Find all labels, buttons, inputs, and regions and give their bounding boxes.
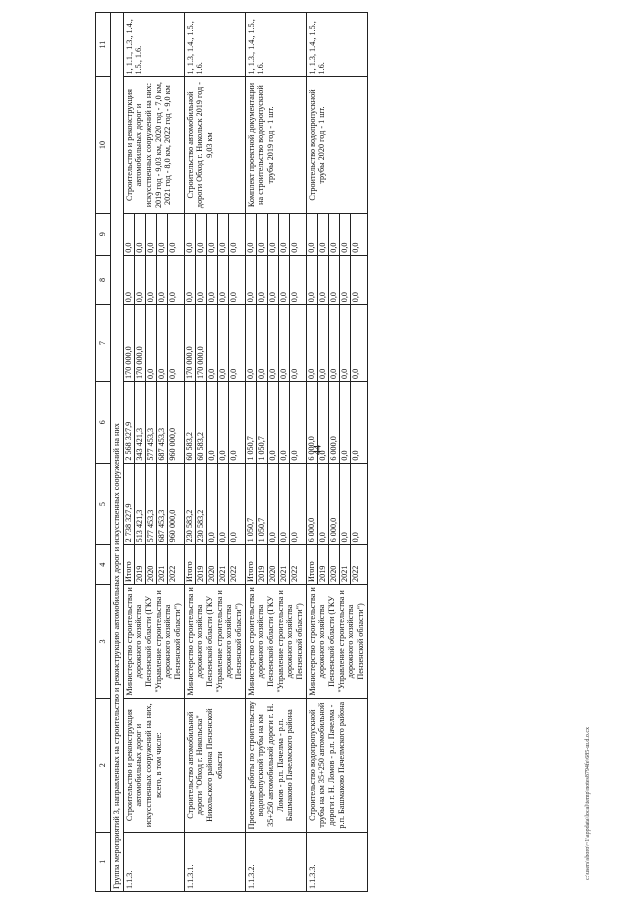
year-value: 2022: [350, 565, 360, 582]
federal-budget-value: 0,0: [218, 305, 229, 381]
regional-budget: [245, 381, 306, 463]
local-budget-value: 0,0: [124, 256, 135, 305]
total-funding-value: 0,0: [279, 464, 290, 545]
local-budget-value: 0,0: [157, 256, 168, 305]
header-row: [96, 13, 111, 892]
regional-budget: [306, 381, 367, 463]
local-budget: [184, 255, 245, 305]
federal-budget-value: 0,0: [307, 305, 318, 381]
regional-budget-value: 577 453,3: [146, 382, 157, 463]
local-budget-value: 0,0: [146, 256, 157, 305]
total-funding-value: 0,0: [228, 532, 238, 543]
year-value: Итого: [185, 545, 196, 584]
other-sources-value: 0,0: [257, 214, 268, 255]
regional-budget-value: 6 000,0: [329, 382, 340, 463]
other-sources-value: 0,0: [268, 214, 279, 255]
regional-budget-value: 0,0: [228, 450, 238, 461]
column-header-7: 7: [96, 305, 111, 382]
local-budget: [306, 255, 367, 305]
local-budget-value: 0,0: [340, 256, 351, 305]
group-title-row: [111, 13, 124, 892]
federal-budget-value: 0,0: [228, 368, 238, 379]
federal-budget-value: 0,0: [257, 305, 268, 381]
year-value: 2019: [135, 545, 146, 584]
regional-budget-value: 0,0: [268, 382, 279, 463]
expected-result: Строительство автомобильной дороги Обход г. Никольск 2019 год - 9,03 км: [184, 77, 245, 213]
regional-budget-value: 0,0: [340, 382, 351, 463]
other-sources-value: 0,0: [329, 214, 340, 255]
regional-budget-value: 6 000,0: [307, 382, 318, 463]
table-row: [184, 13, 245, 892]
other-sources-value: 0,0: [350, 242, 360, 253]
other-sources-value: 0,0: [146, 214, 157, 255]
local-budget-value: 0,0: [350, 291, 360, 303]
local-budget-value: 0,0: [268, 256, 279, 305]
year-value: 2022: [167, 565, 177, 582]
other-sources-value: 0,0: [124, 214, 135, 255]
row-number: 1.1.3.1.: [184, 832, 245, 891]
federal-budget: [184, 305, 245, 382]
expected-result: Строительство и реконструкция автомобильных дорог и искусственных сооружений на них: 2019 год - 9,03 км, 2020 год - 7,0 км, 2021 год - 8,0 км, 2022 год - 9,0 км: [123, 77, 184, 213]
total-funding-value: 6 000,0: [329, 464, 340, 545]
year-value: Итого: [307, 545, 318, 584]
other-sources-value: 0,0: [228, 242, 238, 253]
year-value: 2021: [340, 545, 351, 584]
total-funding: [123, 463, 184, 545]
year-value: 2020: [207, 545, 218, 584]
column-header-1: 1: [96, 832, 111, 891]
column-header-5: 5: [96, 463, 111, 545]
column-header-6: 6: [96, 381, 111, 463]
regional-budget-value: 0,0: [350, 450, 360, 461]
other-sources-value: 0,0: [318, 214, 329, 255]
federal-budget-value: 0,0: [246, 305, 257, 381]
local-budget-value: 0,0: [279, 256, 290, 305]
other-sources: [184, 213, 245, 255]
federal-budget-value: 170 000,0: [135, 305, 146, 381]
total-funding-value: 513 421,3: [135, 464, 146, 545]
regional-budget-value: 60 583,2: [185, 382, 196, 463]
federal-budget-value: 0,0: [146, 305, 157, 381]
column-header-10: 10: [96, 77, 111, 213]
year-value: 2019: [318, 545, 329, 584]
table-row: [245, 13, 306, 892]
local-budget-value: 0,0: [318, 256, 329, 305]
local-budget-value: 0,0: [207, 256, 218, 305]
year-value: Итого: [246, 545, 257, 584]
regional-budget-value: 343 421,3: [135, 382, 146, 463]
federal-budget-value: 0,0: [340, 305, 351, 381]
program-activities-table: [95, 12, 368, 892]
regional-budget-value: 0,0: [207, 382, 218, 463]
regional-budget-value: 0,0: [279, 382, 290, 463]
federal-budget-value: 0,0: [289, 368, 299, 379]
row-number: 1.1.3.2.: [245, 832, 306, 891]
year-value: 2020: [329, 545, 340, 584]
other-sources-value: 0,0: [135, 214, 146, 255]
activity-name: Строительство водопропускной трубы на км 35+250 автомобильной дороги г. Н. Ломов - р.п. Пачелма - р.п. Башмаково Пачелмского района: [306, 698, 367, 832]
federal-budget-value: 0,0: [268, 305, 279, 381]
page-number: 44: [312, 445, 324, 455]
federal-budget-value: 0,0: [157, 305, 168, 381]
local-budget-value: 0,0: [228, 291, 238, 303]
total-funding-value: 0,0: [318, 464, 329, 545]
local-budget-value: 0,0: [196, 256, 207, 305]
row-number: 1.1.3.3.: [306, 832, 367, 891]
expected-result: Строительство водопропускной трубы 2020 год - 1 шт.: [306, 77, 367, 213]
regional-budget-value: 1 050,7: [257, 382, 268, 463]
year-value: 2021: [218, 545, 229, 584]
regional-budget-value: 2 568 327,9: [124, 382, 135, 463]
total-funding-value: 0,0: [289, 532, 299, 543]
column-header-4: 4: [96, 545, 111, 585]
table-row: [123, 13, 184, 892]
federal-budget: [306, 305, 367, 382]
other-sources-value: 0,0: [218, 214, 229, 255]
other-sources-value: 0,0: [246, 214, 257, 255]
total-funding-value: 1 050,7: [257, 464, 268, 545]
local-budget-value: 0,0: [257, 256, 268, 305]
total-funding: [306, 463, 367, 545]
year-value: 2021: [279, 545, 290, 584]
column-header-9: 9: [96, 213, 111, 255]
indicator-numbers: 1, 1.1., 1.3., 1.4., 1.5., 1.6.: [123, 13, 184, 77]
year-value: 2020: [268, 545, 279, 584]
column-header-8: 8: [96, 255, 111, 305]
federal-budget-value: 0,0: [279, 305, 290, 381]
federal-budget-value: 0,0: [318, 305, 329, 381]
year: [245, 545, 306, 585]
total-funding-value: 577 453,3: [146, 464, 157, 545]
column-header-11: 11: [96, 13, 111, 77]
local-budget-value: 0,0: [218, 256, 229, 305]
column-header-2: 2: [96, 698, 111, 832]
year-value: Итого: [124, 545, 135, 584]
local-budget-value: 0,0: [329, 256, 340, 305]
indicator-numbers: 1, 1.3, 1.4., 1.5., 1.6.: [306, 13, 367, 77]
expected-result: Комплект проектной документации на строительство водопропускной трубы 2019 год - 1 шт.: [245, 77, 306, 213]
federal-budget: [123, 305, 184, 382]
federal-budget-value: 0,0: [329, 305, 340, 381]
federal-budget-value: 170 000,0: [185, 305, 196, 381]
total-funding-value: 0,0: [207, 464, 218, 545]
federal-budget-value: 0,0: [350, 368, 360, 379]
document-table-rotated: [95, 12, 368, 892]
activity-name: Строительство и реконструкция автомобильных дорог и искусственных сооружений на них, всего, в том числе:: [123, 698, 184, 832]
year: [184, 545, 245, 585]
local-budget: [245, 255, 306, 305]
regional-budget: [184, 381, 245, 463]
other-sources-value: 0,0: [289, 242, 299, 253]
indicator-numbers: 1, 1.3., 1.4., 1.5., 1.6.: [245, 13, 306, 77]
local-budget-value: 0,0: [289, 291, 299, 303]
year-value: 2021: [157, 545, 168, 584]
year-value: 2019: [257, 545, 268, 584]
year-value: 2020: [146, 545, 157, 584]
year: [306, 545, 367, 585]
year-value: 2022: [228, 565, 238, 582]
group-title: Группа мероприятий 3, направленных на строительство и реконструкцию автомобильных дорог и искусственных сооружений на них: [111, 13, 124, 892]
column-header-3: 3: [96, 584, 111, 698]
federal-budget-value: 170 000,0: [124, 305, 135, 381]
row-number: 1.1.3.: [123, 832, 184, 891]
total-funding: [245, 463, 306, 545]
other-sources: [245, 213, 306, 255]
federal-budget: [245, 305, 306, 382]
regional-budget-value: 687 453,3: [157, 382, 168, 463]
local-budget-value: 0,0: [135, 256, 146, 305]
total-funding-value: 687 453,3: [157, 464, 168, 545]
local-budget-value: 0,0: [185, 256, 196, 305]
activity-name: Проектные работы по строительству водопропускной трубы на км 35+250 автомобильной дороги г. Н. Ломов - р.п. Пачелма - р.п. Башмаково Пачелмского района: [245, 698, 306, 832]
other-sources: [306, 213, 367, 255]
regional-budget-value: 960 000,0: [167, 427, 177, 461]
federal-budget-value: 0,0: [207, 305, 218, 381]
local-budget-value: 0,0: [246, 256, 257, 305]
total-funding-value: 2 738 327,9: [124, 464, 135, 545]
year: [123, 545, 184, 585]
total-funding-value: 230 583,2: [196, 464, 207, 545]
responsible-executor: Министерство строительства и дорожного хозяйства Пензенской области (ГКУ "Управление строительства и дорожного хозяйства Пензенской области"): [306, 584, 367, 698]
footer-file-path: c:\users\sboro\~1\appdata\local\temp\notes8794fe\685-ш.d.o.cx: [585, 727, 591, 880]
total-funding-value: 0,0: [268, 464, 279, 545]
other-sources: [123, 213, 184, 255]
table-row: [306, 13, 367, 892]
total-funding-value: 6 000,0: [307, 464, 318, 545]
year-value: 2022: [289, 565, 299, 582]
other-sources-value: 0,0: [167, 242, 177, 253]
federal-budget-value: 170 000,0: [196, 305, 207, 381]
total-funding-value: 230 583,2: [185, 464, 196, 545]
total-funding-value: 0,0: [340, 464, 351, 545]
responsible-executor: Министерство строительства и дорожного хозяйства Пензенской области (ГКУ "Управление строительства и дорожного хозяйства Пензенской области"): [245, 584, 306, 698]
local-budget-value: 0,0: [307, 256, 318, 305]
total-funding: [184, 463, 245, 545]
other-sources-value: 0,0: [279, 214, 290, 255]
regional-budget: [123, 381, 184, 463]
total-funding-value: 960 000,0: [167, 509, 177, 543]
other-sources-value: 0,0: [307, 214, 318, 255]
total-funding-value: 0,0: [350, 532, 360, 543]
responsible-executor: Министерство строительства и дорожного хозяйства Пензенской области (ГКУ "Управление строительства и дорожного хозяйства Пензенской области"): [123, 584, 184, 698]
other-sources-value: 0,0: [196, 214, 207, 255]
other-sources-value: 0,0: [185, 214, 196, 255]
other-sources-value: 0,0: [207, 214, 218, 255]
local-budget: [123, 255, 184, 305]
year-value: 2019: [196, 545, 207, 584]
other-sources-value: 0,0: [157, 214, 168, 255]
total-funding-value: 1 050,7: [246, 464, 257, 545]
activity-name: Строительство автомобильной дороги "Обход г. Никольска" Никольского района Пензенской области: [184, 698, 245, 832]
indicator-numbers: 1, 1.3, 1.4., 1.5., 1.6.: [184, 13, 245, 77]
regional-budget-value: 60 583,2: [196, 382, 207, 463]
other-sources-value: 0,0: [340, 214, 351, 255]
responsible-executor: Министерство строительства и дорожного хозяйства Пензенской области (ГКУ "Управление строительства и дорожного хозяйства Пензенской области"): [184, 584, 245, 698]
federal-budget-value: 0,0: [167, 368, 177, 379]
regional-budget-value: 0,0: [218, 382, 229, 463]
total-funding-value: 0,0: [218, 464, 229, 545]
regional-budget-value: 1 050,7: [246, 382, 257, 463]
local-budget-value: 0,0: [167, 291, 177, 303]
regional-budget-value: 0,0: [289, 450, 299, 461]
regional-budget-value: 0,0: [318, 382, 329, 463]
